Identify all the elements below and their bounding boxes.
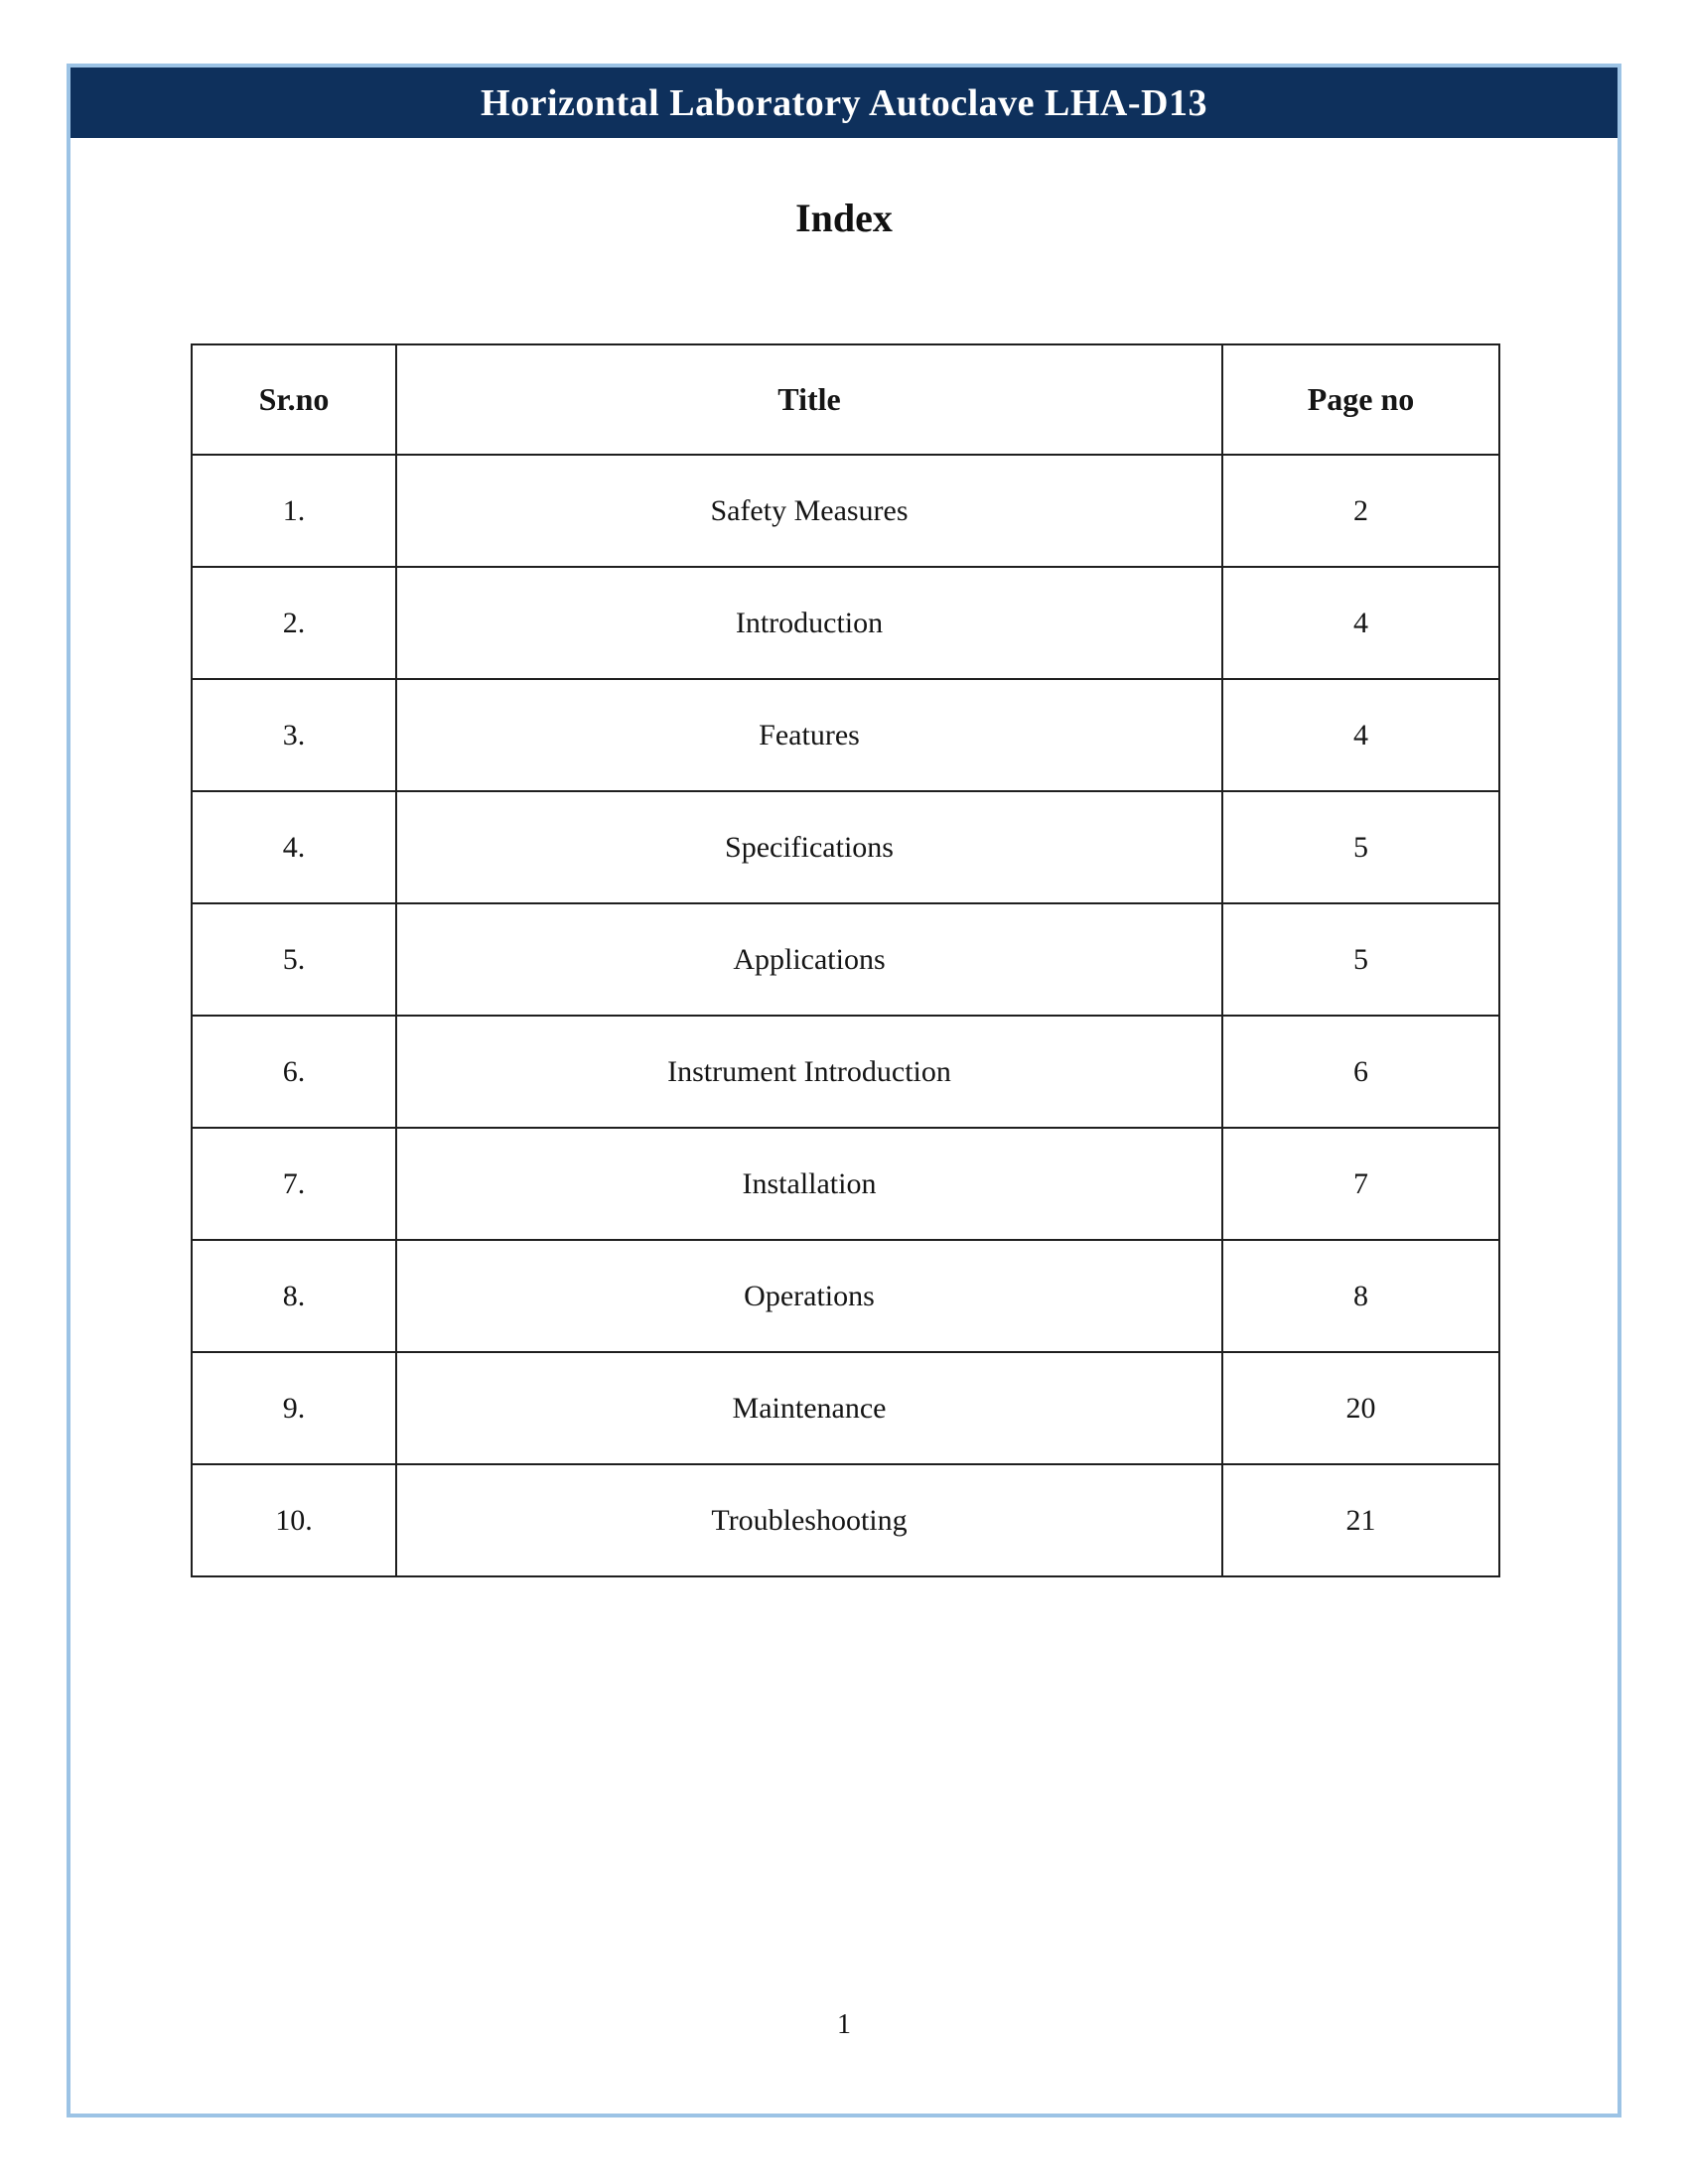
table-row bbox=[192, 1464, 1499, 1576]
document-title-bar bbox=[70, 68, 1618, 138]
table-body bbox=[192, 455, 1499, 1576]
cell-pageno: 6 bbox=[1222, 1016, 1499, 1128]
table-row bbox=[192, 1016, 1499, 1128]
column-header-srno: Sr.no bbox=[192, 344, 396, 455]
cell-pageno: 4 bbox=[1222, 567, 1499, 679]
table-row bbox=[192, 1240, 1499, 1352]
cell-title: Applications bbox=[396, 903, 1222, 1016]
cell-srno: 7. bbox=[192, 1128, 396, 1240]
cell-title: Introduction bbox=[396, 567, 1222, 679]
cell-title: Operations bbox=[396, 1240, 1222, 1352]
cell-pageno: 2 bbox=[1222, 455, 1499, 567]
table-row bbox=[192, 567, 1499, 679]
table-header-row bbox=[192, 344, 1499, 455]
cell-pageno: 5 bbox=[1222, 903, 1499, 1016]
table-row bbox=[192, 903, 1499, 1016]
cell-srno: 1. bbox=[192, 455, 396, 567]
cell-srno: 3. bbox=[192, 679, 396, 791]
document-title: Horizontal Laboratory Autoclave LHA-D13 bbox=[481, 81, 1207, 124]
cell-title: Troubleshooting bbox=[396, 1464, 1222, 1576]
table-row bbox=[192, 1352, 1499, 1464]
cell-pageno: 4 bbox=[1222, 679, 1499, 791]
cell-title: Installation bbox=[396, 1128, 1222, 1240]
cell-srno: 6. bbox=[192, 1016, 396, 1128]
cell-pageno: 7 bbox=[1222, 1128, 1499, 1240]
cell-pageno: 5 bbox=[1222, 791, 1499, 903]
cell-pageno: 20 bbox=[1222, 1352, 1499, 1464]
cell-pageno: 21 bbox=[1222, 1464, 1499, 1576]
cell-srno: 9. bbox=[192, 1352, 396, 1464]
cell-srno: 4. bbox=[192, 791, 396, 903]
cell-srno: 8. bbox=[192, 1240, 396, 1352]
cell-title: Instrument Introduction bbox=[396, 1016, 1222, 1128]
cell-title: Maintenance bbox=[396, 1352, 1222, 1464]
table-row bbox=[192, 791, 1499, 903]
cell-srno: 10. bbox=[192, 1464, 396, 1576]
table-row bbox=[192, 455, 1499, 567]
index-table bbox=[191, 343, 1500, 1577]
cell-srno: 2. bbox=[192, 567, 396, 679]
table-row bbox=[192, 1128, 1499, 1240]
cell-pageno: 8 bbox=[1222, 1240, 1499, 1352]
footer-page-number: 1 bbox=[837, 2009, 851, 2040]
cell-srno: 5. bbox=[192, 903, 396, 1016]
cell-title: Safety Measures bbox=[396, 455, 1222, 567]
index-heading: Index bbox=[795, 196, 893, 240]
column-header-pageno: Page no bbox=[1222, 344, 1499, 455]
cell-title: Specifications bbox=[396, 791, 1222, 903]
page-border-frame bbox=[67, 64, 1621, 2117]
cell-title: Features bbox=[396, 679, 1222, 791]
column-header-title: Title bbox=[396, 344, 1222, 455]
table-row bbox=[192, 679, 1499, 791]
